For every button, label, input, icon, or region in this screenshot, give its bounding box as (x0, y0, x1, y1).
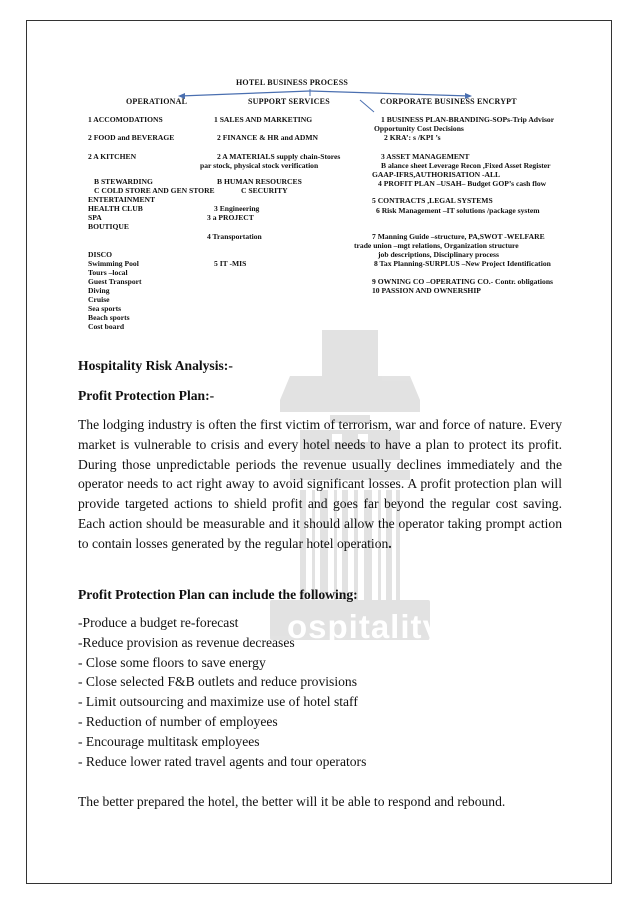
list-item: - Reduction of number of employees (78, 713, 278, 729)
support-item: 2 A MATERIALS supply chain-Stores (217, 152, 341, 161)
operational-item: DISCO (88, 250, 113, 259)
operational-item: 2 FOOD and BEVERAGE (88, 133, 175, 142)
corporate-item: 8 Tax Planning-SURPLUS –New Project Identification (374, 259, 551, 268)
operational-item: B STEWARDING (94, 177, 153, 186)
corporate-item: 7 Manning Guide –structure, PA,SWOT -WELFARE (372, 232, 545, 241)
operational-item: Guest Transport (88, 277, 142, 286)
operational-item: Sea sports (88, 304, 122, 313)
corporate-item: B alance sheet Leverage Recon ,Fixed Asset Register (381, 161, 551, 170)
operational-item: SPA (88, 213, 102, 222)
corporate-item: trade union –mgt relations, Organization structure (354, 241, 519, 250)
corporate-item: GAAP-IFRS,AUTHORISATION -ALL (372, 170, 501, 179)
list-item: - Encourage multitask employees (78, 733, 260, 749)
operational-item: Tours –local (88, 268, 128, 277)
corporate-header: CORPORATE BUSINESS ENCRYPT (380, 97, 517, 106)
list-item: - Limit outsourcing and maximize use of hotel staff (78, 694, 358, 710)
closing-sentence: The better prepared the hotel, the better will it be able to respond and rebound. (78, 794, 506, 809)
operational-item: Swimming Pool (88, 259, 139, 268)
main-paragraph (78, 415, 562, 554)
operational-item: Beach sports (88, 313, 130, 322)
operational-item: 2 A KITCHEN (88, 152, 137, 161)
support-header: SUPPORT SERVICES (248, 97, 330, 106)
corporate-item: 4 PROFIT PLAN –USAH– Budget GOP’s cash flow (378, 179, 547, 188)
support-item: par stock, physical stock verification (200, 161, 319, 170)
support-item: 3 Engineering (214, 204, 260, 213)
plan-actions-list (78, 613, 562, 771)
heading-plan-can-include: Profit Protection Plan can include the following: (78, 587, 358, 602)
operational-item: ENTERTAINMENT (88, 195, 156, 204)
operational-item: C COLD STORE AND GEN STORE (94, 186, 215, 195)
main-paragraph-text: The lodging industry is often the first victim of terrorism, war and force of nature. Every market is vulnerable to crisis and every hotel needs to have a plan to protect its profit. During those unpredictable periods the revenue usually declines immediately and the operator needs to act right away to avoid significant losses. A profit protection plan will provide targeted actions to shield profit and goes far beyond the regular cost saving. Each action should be measurable and it should allow the operator taking prompt action to contain losses generated by the regular hotel operation (78, 417, 562, 551)
corporate-item: 5 CONTRACTS ,LEGAL SYSTEMS (372, 196, 493, 205)
operational-item: 1 ACCOMODATIONS (88, 115, 163, 124)
support-item: 2 FINANCE & HR and ADMN (217, 133, 319, 142)
corporate-item: 9 OWNING CO –OPERATING CO.- Contr. obligations (372, 277, 553, 286)
support-item: 1 SALES AND MARKETING (214, 115, 313, 124)
list-item: - Reduce lower rated travel agents and tour operators (78, 753, 367, 769)
support-item: 4 Transportation (207, 232, 262, 241)
corporate-item: 2 KRA’: s /KPI ’s (384, 133, 441, 142)
corporate-item: Opportunity Cost Decisions (374, 124, 464, 133)
operational-item: BOUTIQUE (88, 222, 129, 231)
operational-item: HEALTH CLUB (88, 204, 143, 213)
list-item: - Close selected F&B outlets and reduce provisions (78, 674, 357, 690)
operational-item: Cost board (88, 322, 125, 331)
heading-risk-analysis: Hospitality Risk Analysis:- (78, 358, 233, 373)
operational-item: Cruise (88, 295, 110, 304)
support-item: B HUMAN RESOURCES (217, 177, 302, 186)
corporate-item: 6 Risk Management –IT solutions /package system (376, 206, 540, 215)
corporate-item: 1 BUSINESS PLAN-BRANDING-SOPs-Trip Advisor (381, 115, 555, 124)
support-item: 3 a PROJECT (207, 213, 254, 222)
corporate-item: job descriptions, Disciplinary process (378, 250, 499, 259)
list-item: -Produce a budget re-forecast (78, 615, 239, 630)
main-paragraph-period: . (388, 535, 392, 551)
heading-profit-protection-plan: Profit Protection Plan:- (78, 388, 215, 403)
watermark-text: ospitality (287, 608, 442, 645)
support-item: 5 IT -MIS (214, 259, 247, 268)
corporate-item: 3 ASSET MANAGEMENT (381, 152, 470, 161)
diagram-title: HOTEL BUSINESS PROCESS (236, 78, 348, 87)
hotel-business-process-diagram (0, 0, 638, 340)
operational-header: OPERATIONAL (126, 97, 188, 106)
corporate-item: 10 PASSION AND OWNERSHIP (372, 286, 481, 295)
operational-item: Diving (88, 286, 110, 295)
list-item: -Reduce provision as revenue decreases (78, 634, 295, 650)
support-item: C SECURITY (241, 186, 288, 195)
list-item: - Close some floors to save energy (78, 654, 266, 670)
